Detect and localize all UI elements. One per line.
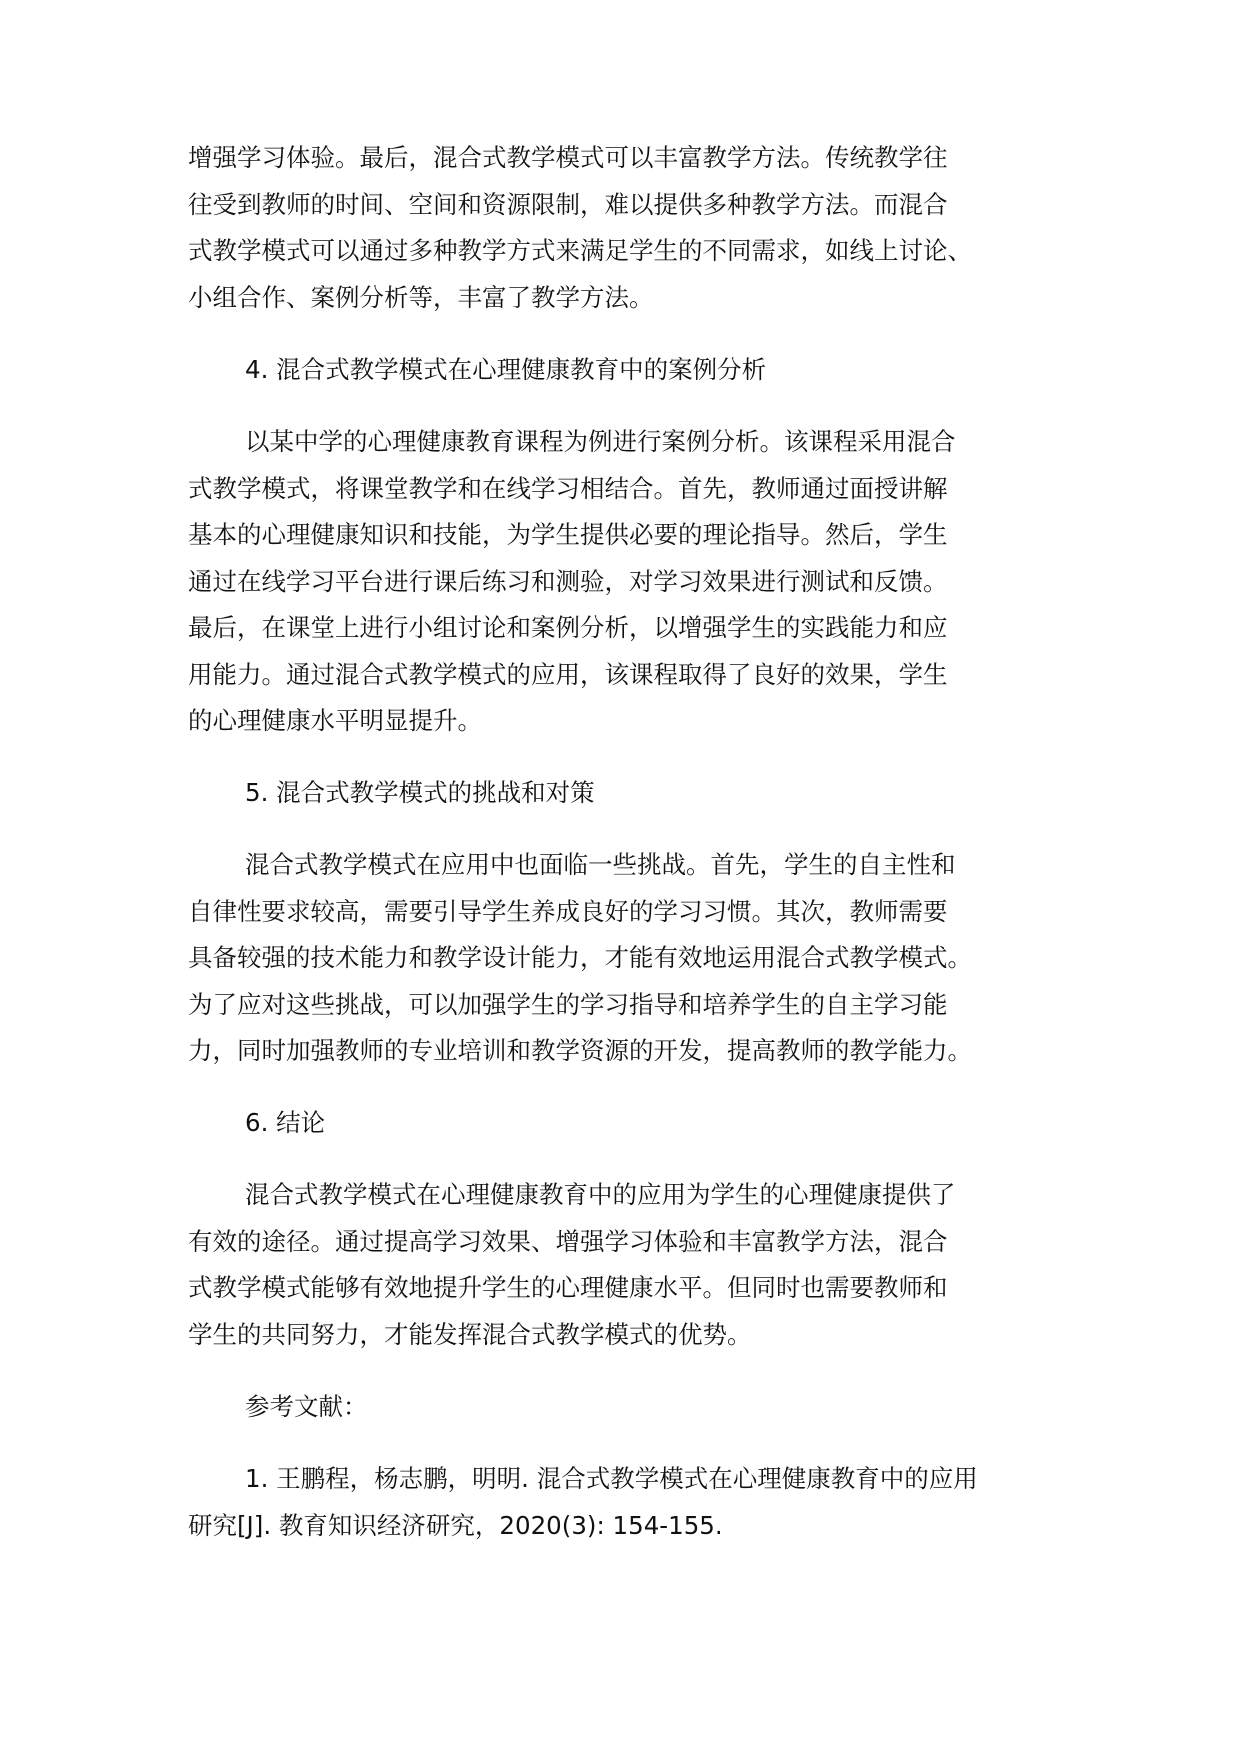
paragraph-line: 为了应对这些挑战，可以加强学生的学习指导和培养学生的自主学习能 bbox=[188, 990, 948, 1019]
section-heading-5: 5. 混合式教学模式的挑战和对策 bbox=[245, 778, 595, 807]
paragraph-line: 学生的共同努力，才能发挥混合式教学模式的优势。 bbox=[188, 1320, 752, 1349]
reference-item-continued: 研究[J]. 教育知识经济研究，2020(3): 154-155. bbox=[188, 1511, 723, 1540]
paragraph-line: 增强学习体验。最后，混合式教学模式可以丰富教学方法。传统教学往 bbox=[188, 143, 948, 172]
paragraph-line: 力，同时加强教师的专业培训和教学资源的开发，提高教师的教学能力。 bbox=[188, 1036, 972, 1065]
paragraph-line: 最后，在课堂上进行小组讨论和案例分析，以增强学生的实践能力和应 bbox=[188, 613, 948, 642]
paragraph-line: 混合式教学模式在应用中也面临一些挑战。首先，学生的自主性和 bbox=[245, 850, 956, 879]
paragraph-line: 小组合作、案例分析等，丰富了教学方法。 bbox=[188, 283, 654, 312]
paragraph-line: 混合式教学模式在心理健康教育中的应用为学生的心理健康提供了 bbox=[245, 1180, 956, 1209]
reference-item: 1. 王鹏程，杨志鹏，明明. 混合式教学模式在心理健康教育中的应用 bbox=[245, 1464, 978, 1493]
references-heading: 参考文献： bbox=[245, 1392, 368, 1421]
paragraph-line: 以某中学的心理健康教育课程为例进行案例分析。该课程采用混合 bbox=[245, 427, 956, 456]
paragraph-line: 基本的心理健康知识和技能，为学生提供必要的理论指导。然后，学生 bbox=[188, 520, 948, 549]
section-heading-4: 4. 混合式教学模式在心理健康教育中的案例分析 bbox=[245, 355, 767, 384]
paragraph-line: 具备较强的技术能力和教学设计能力，才能有效地运用混合式教学模式。 bbox=[188, 943, 972, 972]
paragraph-line: 用能力。通过混合式教学模式的应用，该课程取得了良好的效果，学生 bbox=[188, 660, 948, 689]
paragraph-line: 往受到教师的时间、空间和资源限制，难以提供多种教学方法。而混合 bbox=[188, 190, 948, 219]
paragraph-line: 式教学模式可以通过多种教学方式来满足学生的不同需求，如线上讨论、 bbox=[188, 236, 972, 265]
paragraph-line: 有效的途径。通过提高学习效果、增强学习体验和丰富教学方法，混合 bbox=[188, 1227, 948, 1256]
section-heading-6: 6. 结论 bbox=[245, 1108, 326, 1137]
paragraph-line: 式教学模式，将课堂教学和在线学习相结合。首先，教师通过面授讲解 bbox=[188, 474, 948, 503]
paragraph-line: 自律性要求较高，需要引导学生养成良好的学习习惯。其次，教师需要 bbox=[188, 897, 948, 926]
paragraph-line: 式教学模式能够有效地提升学生的心理健康水平。但同时也需要教师和 bbox=[188, 1273, 948, 1302]
paragraph-line: 通过在线学习平台进行课后练习和测验，对学习效果进行测试和反馈。 bbox=[188, 567, 948, 596]
paragraph-line: 的心理健康水平明显提升。 bbox=[188, 706, 482, 735]
